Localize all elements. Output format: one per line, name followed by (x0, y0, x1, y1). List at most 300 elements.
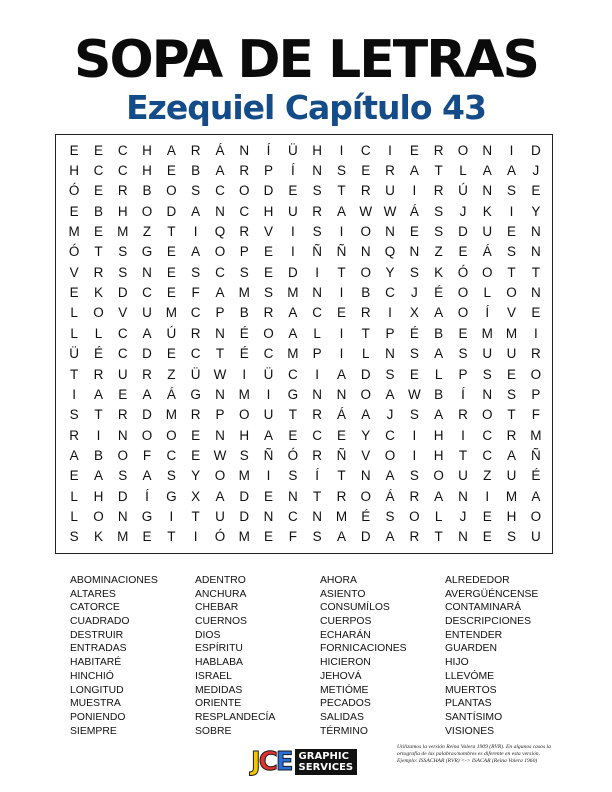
grid-cell: E (166, 285, 176, 301)
grid-cell: D (142, 346, 152, 362)
grid-cell: A (142, 325, 152, 341)
grid-cell: O (360, 386, 371, 402)
grid-cell: A (142, 386, 152, 402)
grid-cell: H (239, 427, 250, 443)
grid-cell: U (215, 508, 225, 524)
grid-cell: C (385, 427, 395, 443)
grid-cell: T (215, 346, 225, 362)
grid-cell: C (482, 447, 493, 463)
grid-cell: E (409, 142, 419, 158)
grid-cell: L (459, 163, 467, 179)
grid-cell: P (215, 305, 225, 321)
grid-cell: R (409, 488, 420, 504)
word-list-item: ESPÍRITU (195, 643, 243, 655)
grid-cell: S (166, 468, 176, 484)
grid-cell: Y (531, 203, 541, 219)
grid-cell: O (360, 224, 371, 240)
grid-cell: J (459, 203, 467, 219)
word-list-item: FORNICACIONES (320, 643, 407, 655)
grid-cell: C (215, 264, 225, 280)
grid-cell: E (264, 488, 274, 504)
grid-cell: A (385, 386, 395, 402)
grid-cell: N (482, 183, 493, 199)
grid-cell: P (215, 407, 225, 423)
grid-cell: I (388, 305, 392, 321)
grid-cell: C (312, 427, 323, 443)
grid-cell: S (507, 244, 517, 260)
grid-cell: N (215, 427, 225, 443)
grid-cell: L (434, 508, 443, 524)
grid-cell: W (213, 366, 227, 382)
grid-cell: O (214, 244, 226, 260)
grid-cell: S (118, 244, 128, 260)
word-list-item: DESCRIPCIONES (445, 616, 532, 628)
grid-cell: C (166, 447, 177, 463)
grid-cell: R (190, 325, 201, 341)
grid-cell: I (96, 427, 101, 443)
grid-cell: D (458, 224, 468, 240)
grid-cell: T (191, 508, 200, 524)
grid-cell: I (242, 366, 247, 382)
grid-cell: H (312, 142, 323, 158)
grid-cell: O (457, 305, 469, 321)
grid-cell: M (117, 224, 129, 240)
grid-cell: U (458, 468, 468, 484)
grid-cell: C (190, 346, 201, 362)
word-list-item: JEHOVÁ (320, 670, 362, 682)
grid-cell: E (458, 244, 468, 260)
grid-cell: A (336, 529, 346, 545)
grid-cell: A (531, 488, 541, 504)
logo-line-1: GRAPHIC (298, 751, 349, 762)
grid-cell: Ú (166, 325, 177, 341)
grid-cell: A (409, 163, 419, 179)
grid-cell: H (433, 447, 444, 463)
grid-cell: E (336, 427, 346, 443)
grid-cell: P (531, 386, 541, 402)
logo-letter-j: J (251, 747, 259, 777)
word-list-item: MEDIDAS (195, 684, 243, 696)
grid-cell: T (337, 264, 346, 280)
grid-cell: A (142, 468, 152, 484)
grid-cell: R (239, 163, 250, 179)
grid-cell: Í (290, 163, 295, 179)
grid-cell: H (263, 203, 274, 219)
grid-cell: A (336, 203, 346, 219)
grid-cell: A (434, 305, 444, 321)
word-list-item: ALTARES (70, 588, 116, 600)
grid-cell: F (288, 529, 297, 545)
grid-cell: O (93, 508, 104, 524)
grid-cell: B (93, 447, 103, 463)
logo-mark (251, 747, 292, 777)
grid-cell: G (141, 244, 153, 260)
grid-cell: R (312, 203, 323, 219)
grid-cell: E (288, 427, 298, 443)
grid-cell: O (530, 366, 542, 382)
grid-cell: O (409, 508, 420, 524)
grid-cell: M (165, 407, 177, 423)
grid-cell: E (458, 325, 468, 341)
word-list-item: ENTRADAS (70, 643, 127, 655)
word-list-item: CUERPOS (320, 616, 372, 628)
grid-cell: M (238, 468, 250, 484)
grid-cell: D (239, 488, 250, 504)
grid-cell: Ñ (336, 447, 347, 463)
grid-cell: O (214, 468, 226, 484)
grid-cell: A (434, 488, 444, 504)
grid-cell: H (142, 163, 152, 179)
grid-cell: A (434, 407, 444, 423)
grid-cell: P (458, 366, 468, 382)
word-list-item: AHORA (320, 575, 357, 586)
grid-cell: E (191, 447, 201, 463)
grid-cell: A (69, 447, 79, 463)
word-list-item: METIÓME (320, 684, 369, 696)
grid-cell: Q (384, 244, 396, 260)
grid-cell: C (385, 285, 395, 301)
grid-cell: V (118, 305, 128, 321)
word-list-item: CONTAMINARÁ (445, 602, 522, 614)
grid-cell: A (191, 203, 201, 219)
grid-cell: B (434, 325, 444, 341)
word-list-item: PLANTAS (445, 698, 492, 710)
grid-cell: M (335, 508, 348, 524)
grid-cell: U (263, 407, 274, 423)
grid-cell: E (93, 142, 103, 158)
grid-cell: Ü (287, 142, 298, 158)
grid-cell: S (385, 508, 395, 524)
grid-cell: E (264, 244, 274, 260)
grid-cell: I (290, 244, 295, 260)
grid-cell: I (339, 285, 344, 301)
grid-cell: E (507, 366, 517, 382)
grid-cell: M (481, 325, 493, 341)
grid-cell: Ü (69, 346, 80, 362)
grid-cell: N (385, 224, 395, 240)
word-list-item: SOBRE (195, 725, 232, 734)
grid-cell: U (287, 203, 298, 219)
word-list-item: ADENTRO (195, 575, 246, 586)
grid-cell: R (142, 366, 152, 382)
grid-cell: Á (215, 142, 225, 158)
grid-cell: S (507, 529, 517, 545)
grid-cell: B (191, 163, 201, 179)
grid-cell: O (530, 508, 542, 524)
grid-cell: E (69, 468, 79, 484)
grid-cell: É (409, 325, 419, 341)
word-list-item: CUERNOS (195, 616, 247, 628)
grid-cell: I (461, 427, 465, 443)
word-list-item: HINCHIÓ (70, 670, 114, 682)
grid-cell: K (93, 285, 103, 301)
word-list-item: HABLABA (195, 657, 243, 669)
grid-cell: E (118, 386, 128, 402)
grid-cell: S (312, 224, 322, 240)
grid-cell: X (409, 305, 419, 321)
page-title: SOPA DE LETRAS (74, 30, 538, 90)
logo-text (295, 749, 358, 775)
grid-cell: Y (385, 264, 395, 280)
grid-cell: R (312, 447, 323, 463)
grid-cell: O (166, 183, 177, 199)
grid-cell: R (360, 305, 371, 321)
grid-cell: E (69, 203, 79, 219)
grid-cell: Ó (457, 264, 469, 280)
word-list-item: ENTENDER (445, 629, 503, 641)
grid-cell: Z (167, 366, 176, 382)
grid-cell: R (458, 407, 468, 423)
word-list-item: CONSUMÍLOS (320, 602, 390, 614)
word-list-item: CUADRADO (70, 616, 130, 628)
word-list-item: DESTRUIR (70, 629, 124, 641)
grid-cell: A (191, 244, 201, 260)
grid-cell: T (507, 407, 516, 423)
grid-cell: Á (482, 244, 492, 260)
grid-cell: R (93, 264, 104, 280)
grid-cell: M (238, 386, 250, 402)
grid-cell: S (409, 346, 419, 362)
grid-cell: N (215, 325, 225, 341)
grid-cell: D (360, 529, 371, 545)
grid-cell: W (383, 203, 397, 219)
grid-cell: I (315, 264, 320, 280)
word-list-item: PONIENDO (70, 711, 126, 723)
grid-cell: T (313, 488, 322, 504)
grid-cell: O (360, 264, 371, 280)
grid-cell: E (166, 163, 176, 179)
grid-cell: D (287, 264, 298, 280)
grid-cell: R (530, 346, 541, 362)
grid-cell: I (533, 325, 538, 341)
grid-cell: M (238, 285, 250, 301)
grid-cell: E (361, 163, 371, 179)
grid-cell: S (385, 366, 395, 382)
word-list-item: MUERTOS (445, 684, 497, 696)
grid-cell: G (166, 488, 177, 504)
grid-cell: S (458, 346, 468, 362)
grid-cell: I (266, 468, 271, 484)
grid-cell: E (93, 224, 103, 240)
grid-cell: E (166, 264, 176, 280)
grid-cell: R (360, 183, 371, 199)
logo-letter-e: E (275, 747, 292, 777)
grid-cell: V (264, 224, 274, 240)
grid-cell: Ü (190, 366, 201, 382)
grid-cell: Z (142, 224, 152, 240)
grid-cell: E (142, 529, 152, 545)
grid-cell: T (94, 407, 103, 423)
grid-cell: T (167, 529, 176, 545)
grid-cell: S (312, 529, 322, 545)
word-list-item: GUARDEN (445, 643, 497, 655)
grid-cell: S (482, 366, 492, 382)
grid-cell: K (482, 203, 492, 219)
grid-cell: T (94, 244, 103, 260)
grid-cell: I (339, 325, 344, 341)
grid-cell: R (190, 142, 201, 158)
page-subtitle: Ezequiel Capítulo 43 (126, 88, 486, 127)
grid-cell: C (287, 366, 298, 382)
grid-cell: I (388, 142, 392, 158)
grid-cell: Ú (458, 183, 468, 199)
grid-cell: C (239, 203, 250, 219)
word-list-item: ABOMINACIONES (70, 575, 158, 586)
grid-cell: K (434, 264, 444, 280)
grid-cell: E (191, 427, 201, 443)
grid-cell: A (288, 305, 298, 321)
grid-cell: N (458, 488, 468, 504)
grid-cell: O (141, 203, 153, 219)
grid-cell: A (507, 163, 517, 179)
grid-cell: S (239, 447, 249, 463)
grid-cell: N (530, 224, 541, 240)
grid-cell: T (70, 366, 79, 382)
word-list-item: ALREDEDOR (445, 575, 510, 586)
grid-cell: É (361, 508, 371, 524)
grid-cell: C (117, 163, 128, 179)
grid-cell: I (193, 224, 198, 240)
grid-cell: S (336, 163, 346, 179)
grid-cell: E (409, 224, 419, 240)
grid-cell: H (93, 488, 104, 504)
word-list-item: HABITARÉ (70, 657, 122, 669)
word-list-item: AVERGÜÉNCENSE (445, 588, 539, 600)
grid-cell: R (433, 183, 444, 199)
grid-cell: S (288, 468, 298, 484)
grid-cell: E (507, 224, 517, 240)
word-list-item: ISRAEL (195, 670, 232, 682)
grid-cell: W (213, 447, 227, 463)
grid-cell: A (361, 407, 371, 423)
word-list-item: LONGITUD (70, 684, 124, 696)
grid-cell: U (385, 183, 395, 199)
grid-cell: Í (461, 386, 465, 402)
grid-cell: C (190, 305, 201, 321)
grid-cell: O (238, 407, 250, 423)
grid-cell: E (409, 366, 419, 382)
grid-cell: R (409, 529, 420, 545)
word-list-item: ORIENTE (195, 698, 242, 710)
grid-cell: T (531, 264, 540, 280)
grid-cell: C (360, 142, 371, 158)
grid-cell: M (117, 529, 129, 545)
grid-cell: U (506, 346, 517, 362)
grid-cell: S (264, 285, 274, 301)
grid-cell: A (288, 325, 298, 341)
grid-cell: K (93, 529, 103, 545)
grid-cell: N (336, 386, 347, 402)
grid-cell: O (481, 264, 493, 280)
grid-cell: C (93, 163, 104, 179)
grid-cell: T (434, 529, 443, 545)
grid-cell: E (482, 508, 492, 524)
grid-cell: T (337, 183, 346, 199)
grid-cell: F (531, 407, 540, 423)
grid-cell: V (507, 305, 517, 321)
grid-cell: A (385, 529, 395, 545)
grid-cell: Á (409, 203, 419, 219)
grid-cell: N (482, 386, 493, 402)
word-list-item: RESPLANDECÍA (195, 711, 276, 723)
grid-cell: E (93, 183, 103, 199)
word-list-item: MUESTRA (70, 698, 121, 710)
grid-cell: R (117, 183, 128, 199)
grid-cell: I (412, 183, 417, 199)
grid-cell: C (312, 305, 323, 321)
grid-cell: R (385, 163, 395, 179)
grid-cell: I (412, 427, 417, 443)
grid-cell: I (315, 366, 320, 382)
grid-cell: T (167, 224, 176, 240)
grid-cell: A (215, 163, 225, 179)
grid-cell: N (360, 468, 371, 484)
grid-cell: H (142, 142, 152, 158)
grid-cell: R (312, 407, 323, 423)
grid-cell: A (166, 142, 176, 158)
word-list-item: ASIENTO (320, 588, 366, 600)
grid-cell: T (458, 447, 468, 463)
grid-cell: N (287, 488, 298, 504)
grid-cell: N (215, 386, 225, 402)
grid-cell: N (385, 346, 395, 362)
grid-cell: P (385, 325, 395, 341)
version-note: Utilizamos la versión Reina Valera 1909 (RVR). En algunos casos la ortografía de las palabras/nombres es diferente en esta versión. Ejemplo: ISSACHAR (RVR) <-> ISACAR (Reina Valera 1960) (397, 744, 551, 764)
grid-cell: C (142, 285, 152, 301)
grid-cell: É (434, 285, 444, 301)
grid-cell: D (166, 203, 177, 219)
grid-cell: O (238, 183, 250, 199)
grid-cell: S (434, 224, 444, 240)
grid-cell: N (312, 163, 323, 179)
grid-cell: V (361, 447, 371, 463)
grid-cell: T (361, 325, 370, 341)
grid-cell: D (263, 183, 274, 199)
grid-cell: A (482, 163, 492, 179)
grid-cell: D (117, 285, 128, 301)
grid-cell: W (359, 203, 373, 219)
grid-cell: N (117, 508, 128, 524)
grid-cell: É (93, 346, 103, 362)
grid-cell: T (507, 264, 516, 280)
grid-cell: O (166, 427, 177, 443)
grid-cell: M (68, 224, 80, 240)
grid-cell: E (166, 346, 176, 362)
grid-cell: U (117, 366, 128, 382)
grid-cell: U (506, 468, 517, 484)
grid-cell: N (409, 244, 420, 260)
grid-cell: E (69, 285, 79, 301)
grid-cell: M (165, 305, 177, 321)
grid-cell: H (506, 508, 517, 524)
grid-cell: E (531, 183, 541, 199)
grid-cell: H (117, 203, 128, 219)
grid-cell: E (336, 305, 346, 321)
word-list-item: HICIERON (320, 657, 371, 669)
grid-cell: Y (361, 427, 371, 443)
grid-cell: E (69, 142, 79, 158)
grid-cell: R (263, 305, 274, 321)
grid-cell: A (507, 447, 517, 463)
grid-cell: S (507, 386, 517, 402)
grid-cell: P (264, 163, 274, 179)
grid-cell: O (141, 427, 153, 443)
grid-cell: N (239, 142, 250, 158)
grid-cell: Ñ (263, 447, 274, 463)
grid-cell: U (482, 346, 493, 362)
grid-cell: N (530, 244, 541, 260)
grid-cell: O (433, 468, 444, 484)
